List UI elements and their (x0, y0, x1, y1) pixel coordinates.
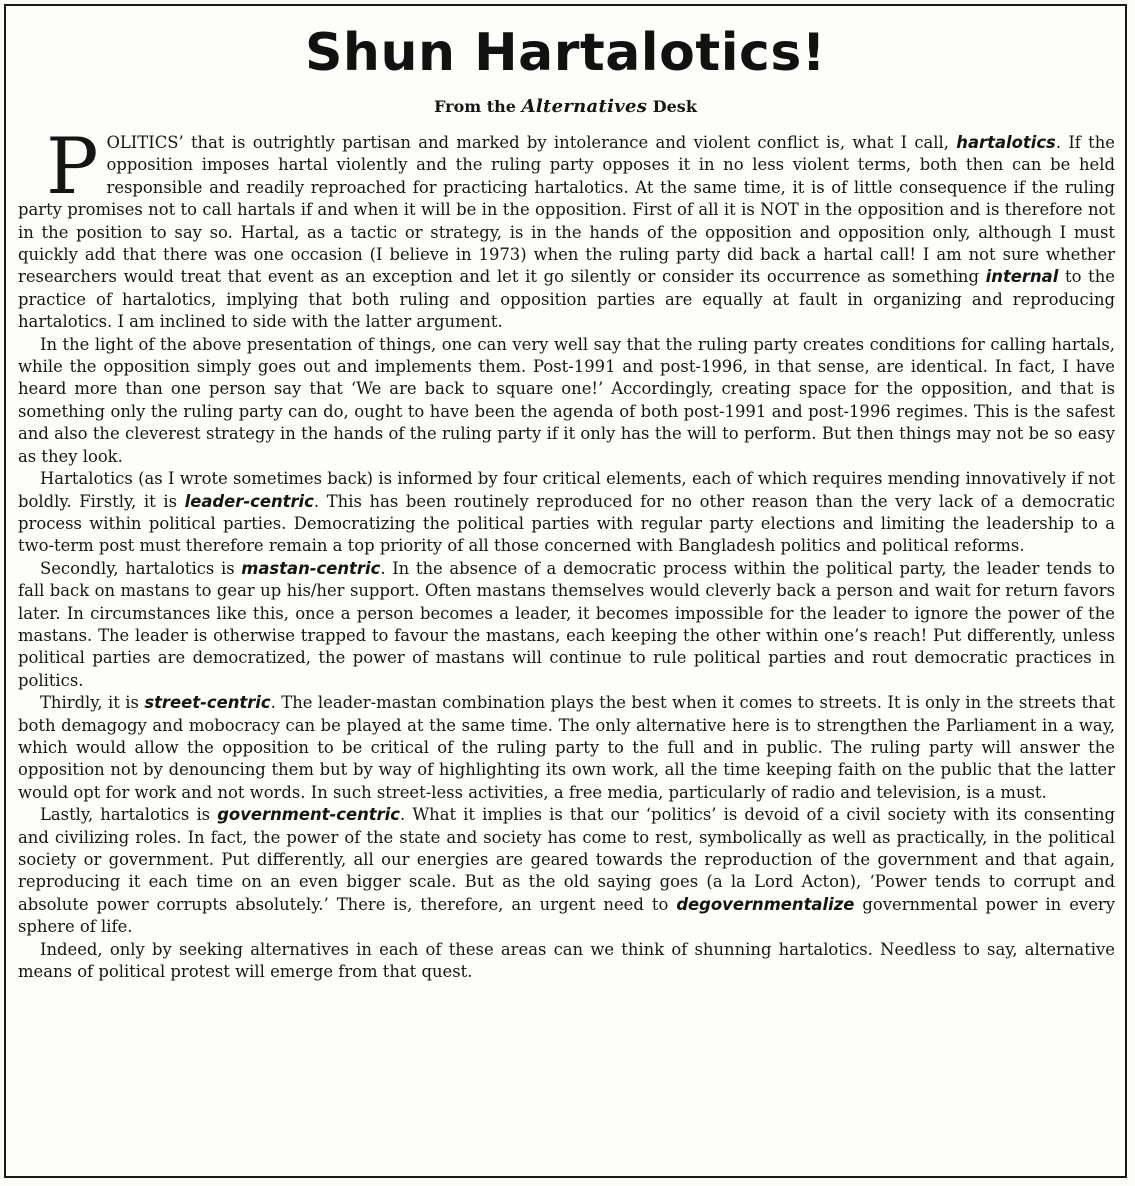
paragraph-5-text-a: Thirdly, it is (40, 693, 145, 713)
paragraph-7: Indeed, only by seeking alternatives in each of these areas can we think of shunning hartalotics. Needless to say, alternative means of political protest will emerge from that quest. (18, 939, 1115, 982)
paragraph-6-text-b: . What it implies is that our ‘politics’ is devoid of a civil society with its consenting and civilizing roles. In fact, the power of the state and society has come to rest, symbolically as well as practically, in the political society or government. Put differently, all our energies are geared towards the reproduction of the government and that again, reproducing it each time on an even bigger scale. But as the old saying goes (a la Lord Acton), ‘Power tends to corrupt and absolute power corrupts absolutely.’ There is, therefore, an urgent need to (18, 805, 1116, 914)
keyword-mastan-centric: mastan-centric (241, 558, 381, 578)
paragraph-1-text-a: that is outrightly partisan and marked by intolerance and violent conflict is, what I call, (183, 133, 957, 152)
paragraph-3 (18, 468, 1115, 558)
paragraph-6-text-c: governmental power in every sphere of life. (18, 894, 1115, 937)
article-byline (6, 96, 1125, 118)
keyword-degovernmentalize: degovernmentalize (676, 894, 855, 914)
paragraph-1-text-b: . If the opposition imposes hartal violently and the ruling party opposes it in no less violent terms, both then can be held responsible and readily reproached for practicing hartalotics. At the same time, it is of little consequence if the ruling party promises not to call hartals if and when it will be in the opposition. First of all it is NOT in the opposition and is therefore not in the position to say so. Hartal, as a tactic or strategy, is in the hands of the opposition and opposition only, although I must quickly add that there was one occasion (I believe in 1973) when the ruling party did back a hartal call! I am not sure whether researchers would treat that event as an exception and let it go silently or consider its occurrence as something (18, 133, 1115, 287)
keyword-street-centric: street-centric (144, 693, 271, 713)
article-title: Shun Hartalotics! (304, 23, 827, 83)
paragraph-5-text-b: . The leader-mastan combination plays the best when it comes to streets. It is only in the streets that both demagogy and mobocracy can be played at the same time. The only alternative here is to strengthen the Parliament in a way, which would allow the opposition to be critical of the ruling party to the full and in public. The ruling party will answer the opposition not by denouncing them but by way of highlighting its own work, all the time keeping faith on the public that the latter would opt for work and not words. In such street-less activities, a free media, particularly of radio and television, is a must. (18, 693, 1115, 802)
paragraph-3-text-a: Hartalotics (as I wrote sometimes back) is informed by four critical elements, each of which requires mending innovatively if not boldly. Firstly, it is (18, 469, 1115, 511)
paragraph-6 (18, 804, 1115, 938)
paragraph-1 (18, 122, 1116, 334)
paragraph-2: In the light of the above presentation of things, one can very well say that the ruling party creates conditions for calling hartals, while the opposition simply goes out and implements them. Post-1991 and post-1996, in that sense, are identical. In fact, I have heard more than one person say that ‘We are back to square one!’ Accordingly, creating space for the opposition, and that is something only the ruling party can do, ought to have been the agenda of both post-1991 and post-1996 regimes. This is the safest and also the cleverest strategy in the hands of the ruling party if it only has the will to perform. But then things may not be so easy as they look. (18, 334, 1115, 466)
paragraph-4-text-b: . In the absence of a democratic process within the political party, the leader tends to fall back on mastans to gear up his/her support. Often mastans themselves would cleverly back a person and wait for return favors later. In circumstances like this, once a person becomes a leader, it becomes impossible for the leader to ignore the power of the mastans. The leader is otherwise trapped to favour the mastans, each keeping the other within one’s reach! Put differently, unless political parties are democratized, the power of mastans will continue to rule political parties and rout democratic practices in politics. (18, 558, 1115, 690)
paragraph-4 (18, 558, 1115, 692)
paragraph-1-lead: OLITICS’ (106, 133, 184, 152)
byline-prefix: From the (434, 97, 516, 116)
keyword-hartalotics: hartalotics (956, 133, 1056, 152)
article-body (18, 122, 1116, 983)
paragraph-3-text-b: . This has been routinely reproduced for no other reason than the very lack of a democratic process within political parties. Democratizing the political parties with regular party elections and limiting the leadership to a two-term post must therefore remain a top priority of all those concerned with Bangladesh politics and political reforms. (18, 491, 1115, 556)
byline-brand-logo: Alternatives (521, 96, 648, 117)
keyword-government-centric: government-centric (217, 805, 401, 825)
drop-cap: P (46, 122, 99, 212)
paragraph-4-text-a: Secondly, hartalotics is (40, 558, 242, 578)
paragraph-1-text-c: to the practice of hartalotics, implying that both ruling and opposition parties are equally at fault in organizing and reproducing hartalotics. I am inclined to side with the latter argument. (18, 267, 1116, 332)
byline-suffix: Desk (652, 97, 697, 116)
paragraph-6-text-a: Lastly, hartalotics is (40, 805, 218, 825)
paragraph-5 (18, 692, 1115, 804)
article-frame (4, 4, 1127, 1178)
keyword-internal: internal (985, 267, 1059, 287)
keyword-leader-centric: leader-centric (184, 491, 314, 511)
